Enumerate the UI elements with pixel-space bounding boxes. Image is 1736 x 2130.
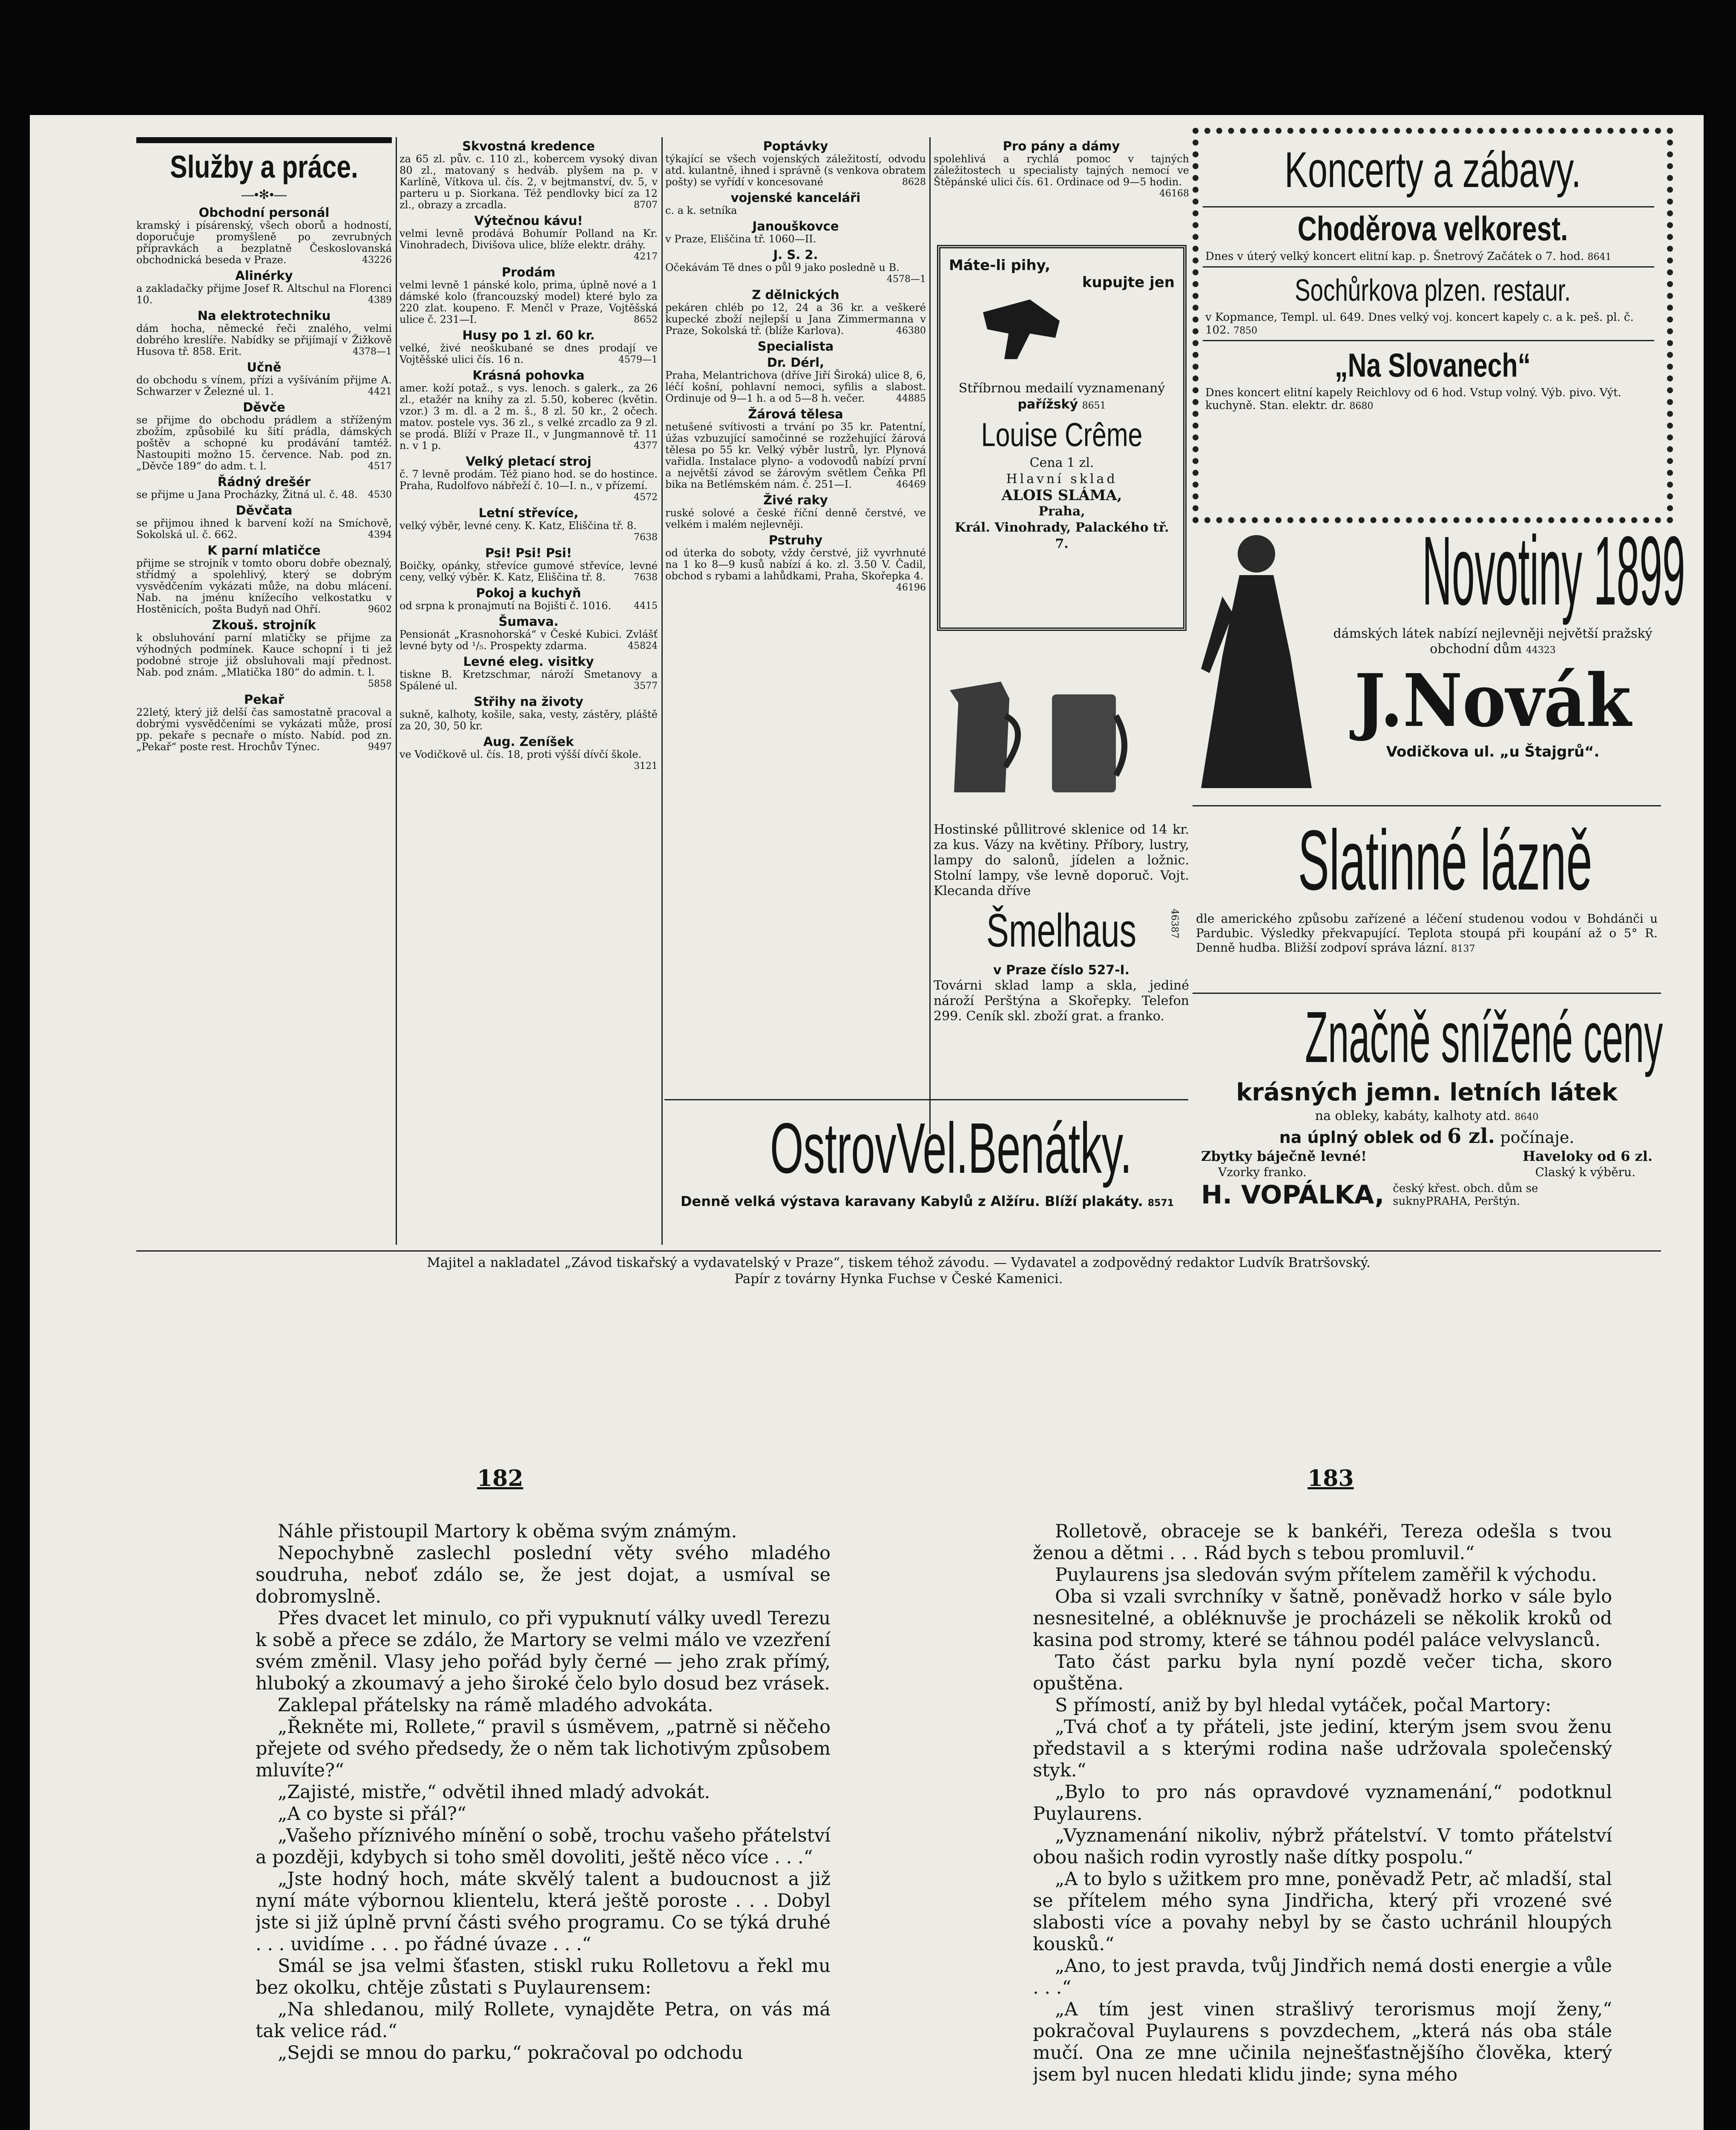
slatin-rule [1193,805,1661,806]
ad-heading: J. S. 2. [773,248,818,262]
ad-heading: Střihy na životy [474,694,583,709]
ad-heading: Z dělnických [752,288,839,302]
paragraph: Přes dvacet let minulo, co při vypuknutí války uvedl Terezu k sobě a přece se zdálo, že Martory se velmi málo ve vzezření svém změnil. Vlasy jeho pořád byly černé — jeho zrak přímý, hluboký a zkoumavý a jeho široké čelo bylo dosud bez vrásek. [256,1608,831,1694]
classified-ad [400,546,658,583]
classified-ad [136,268,392,306]
paragraph: Oba si vzali svrchníky v šatně, poněvadž horko v sále bylo nesnesitelné, a obléknuvše je procházeli se několik kroků od kasina pod stromy, které se táhnou podél paláce velvyslanců. [1033,1586,1612,1651]
ad-heading: Žárová tělesa [748,407,843,421]
ad-number: 4517 [368,461,392,472]
ad-heading: Alinérky [235,268,293,283]
col-men-women [934,137,1189,239]
vopalka: H. VOPÁLKA, [1201,1180,1385,1210]
ad-number: 4217 [634,251,658,262]
ad-heading: Učně [247,360,282,374]
ad-heading: Psi! Psi! Psi! [485,546,572,560]
classified-ad [400,213,658,262]
ostrov-number: 8571 [1147,1198,1174,1209]
page-number-left: 182 [477,1465,523,1491]
ad-number: 8707 [634,200,658,210]
paragraph: „Zajisté, mistře,“ odvětil ihned mladý advokát. [278,1782,710,1803]
story-right [1033,1521,1612,2130]
paragraph: Zaklepal přátelsky na rámě mladého advokáta. [278,1695,713,1716]
ad-heading: Pekař [244,692,285,707]
classified-ad [665,339,926,404]
rule-2 [661,137,663,1245]
vzorky: Vzorky franko. [1218,1165,1307,1179]
ad-body: se přijmou ihned k barvení koží na Smíchově, Sokolská ul. č. 662. [136,517,392,541]
page-number-right: 183 [1308,1465,1354,1491]
ad-body: č. 7 levně prodám. Též piano hod. se do hostince. Praha, Rudolfovo nábřeží č. 10—I. n., v přízemí. [400,468,658,492]
vopalka-text: český křest. obch. dům se suknyPRAHA, Perštýn. [1393,1182,1538,1208]
ad-body: velký výběr, levné ceny. K. Katz, Eliščina tř. 8. [400,520,637,532]
paragraph: Náhle přistoupil Martory k oběma svým známým. [278,1521,737,1542]
ad-number: 3121 [634,761,658,771]
paragraph: „A co byste si přál?“ [278,1803,466,1825]
choderova-title: Choděrova velkorest. [1297,210,1568,248]
ad-body: Očekávám Tě dnes o půl 9 jako posledně u B. [665,262,900,273]
ad-body: ve Vodičkově ul. čís. 18, proti výšší dívčí škole. [400,748,642,760]
vyber: Claský k výběru. [1535,1165,1635,1179]
ad-heading: Pro pány a dámy [1003,139,1120,153]
ad-number: 46469 [896,479,926,490]
ad-number: 44885 [896,393,926,404]
ad-heading: Řádný drešér [217,475,311,489]
ad-heading: Šumava. [498,614,559,629]
ad-heading: Děvčata [236,503,293,518]
beer-stein-icon [933,665,1133,805]
classified-ad [665,139,926,188]
ad-body: Praha, Melantrichova (dříve Jiří Široká) ulice 8, 6, léčí košní, pohlavní nemoci, syfilis a slabost. Ordinuje od 9—1 h. a od 5—8 h. večer. [665,369,926,404]
sochurkova-rule [1203,340,1654,341]
slatin-ad [1193,809,1661,988]
louise-sklad: Hlavní sklad [1006,472,1118,486]
louise-seller: ALOIS SLÁMA, [1001,487,1122,504]
ad-number: 45824 [628,641,658,651]
classified-ad [400,614,658,652]
paragraph: Puylaurens jsa sledován svým přítelem zaměřil k východu. [1055,1564,1597,1586]
col1-top-rule [136,137,392,143]
zbytky: Zbytky báječně levné! [1201,1148,1367,1164]
ad-number: 4530 [368,489,392,500]
paragraph: Nepochybně zaslechl poslední věty svého mladého soudruha, neboť zdálo se, že jest dojat, a usmíval se dobromyslně. [256,1543,831,1607]
ad-heading: Prodám [501,265,556,279]
ad-number: 5858 [368,679,392,689]
slatin-title: Slatinné lázně [1298,813,1592,908]
ostrov-title: OstrovVel.Benátky. [770,1108,1132,1188]
louise-city: Praha, [1038,504,1085,519]
ad-body: k obsluhování parní mlatičky se přijme za výhodných podmínek. Kauce schopní i ti jež podobné stroje již obsluhovali mají přednost. Nab. pod znám. „Mlatička 180“ do admin. t. l. [136,632,392,678]
sleva-rule [1193,993,1661,994]
sleva-title: Značně snížené ceny [1305,997,1663,1078]
ad-body: do obchodu s vínem, přízi a vyšíváním přijme A. Schwarzer v Železné ul. 1. [136,374,392,397]
ad-body: velmi levně prodává Bohumír Polland na Kr. Vinohradech, Divišova ulice, blíže elektr. dráhy. [400,227,658,251]
col2-ads [400,139,658,772]
ad-body: od úterka do soboty, vždy čerstvé, již vyvrhnuté na 1 ko 8—9 kusů nabízí á ko. zl. 3.50 V. Čadil, obchod s rybami a lahůdkami, Praha, Skořepka 4. [665,547,926,582]
paragraph: S přímostí, aniž by byl hledal vytáček, počal Martory: [1055,1695,1552,1716]
paragraph: „Na shledanou, milý Rollete, vynajděte Petra, on vás má tak velice rád.“ [256,1999,831,2042]
louise-q1: Máte-li pihy, [949,257,1050,274]
ad-number: 46196 [896,582,926,593]
ad-heading: Aug. Zeníšek [483,734,574,749]
classified-ad [136,475,392,501]
imprint-line1: Majitel a nakladatel „Závod tiskařský a vydavatelský v Praze“, tiskem téhož závodu. — Vydavatel a zodpovědný redaktor Ludvík Bratršovský. [427,1255,1371,1270]
classified-ad [400,328,658,366]
classified-ad [136,205,392,266]
sleva-ad [1193,997,1661,1248]
choderova-rule [1203,266,1654,268]
ostrov-sub: Denně velká výstava karavany Kabylů z Alžíru. Blíží plakáty. [680,1193,1143,1209]
louise-creme-ad [937,245,1187,631]
ad-heading: Výtečnou kávu! [474,213,583,228]
ad-heading: Pokoj a kuchyň [476,586,581,600]
ad-body: přijme se strojník v tomto oboru dobře obeznalý, střídmý a spolehlivý, který se dobrým vysvědčením vykázati může, na dobu mlácení. Nab. na jménu knížecího velkostatku v Hostěnicích, pošta Budyň nad Ohří. [136,557,392,615]
col1-ads [136,205,392,753]
classified-ad [400,368,658,452]
classified-ad [136,360,392,397]
ad-body: sukně, kalhoty, košile, saka, vesty, zástěry, pláště za 20, 30, 50 kr. [400,708,658,732]
louise-medal: Stříbrnou medailí vyznamenaný [958,381,1165,396]
novotiny-title: Novotiny 1899 [1422,516,1685,625]
slovanech-number: 8680 [1349,401,1374,412]
classified-ad [136,618,392,690]
ad-heading: K parní mlatičce [207,543,321,558]
col3-ads [665,139,926,593]
ad-number: 3577 [634,681,658,691]
sleva-line1: na obleky, kabáty, kalhoty atd. [1315,1108,1511,1123]
ad-number: 7638 [634,532,658,543]
slatin-text: dle amerického způsobu zařízené a léčení studenou vodou v Bohdánči u Pardubic. Výsledky překvapující. Teplota stoupá při koupání až o 5° R. Denně hudba. Bližší zodpoví správa lázní. [1196,912,1658,955]
ad-number: 8628 [902,177,926,187]
paragraph: Rolletově, obraceje se k bankéři, Tereza odešla s tvou ženou a dětmi . . . Rád bych s tebou promluvil.“ [1033,1521,1612,1564]
imprint [136,1255,1661,1287]
ad-number: 46380 [896,325,926,336]
concerts-title: Koncerty a zábavy. [1284,142,1581,198]
ad-heading: vojenské kanceláři [730,190,861,205]
classified-ad [136,308,392,357]
ad-body: kramský i písárenský, všech oborů a hodností, doporučuje promyšleně po zevrubných přípravkách a bezplatně Českoslovanská obchodnická beseda v Praze. [136,219,392,266]
classified-ad [665,288,926,337]
paragraph: „A to bylo s užitkem pro mne, poněvadž Petr, ač mladší, stal se přítelem mého syna Jindřicha, který při vrozené své slabosti více a povahy nebyl by se často uchránil hloupých kousků.“ [1033,1868,1612,1955]
ad-number: 4394 [368,530,392,540]
novotiny-text: dámských látek nabízí nejlevněji největší pražský obchodní dům [1333,626,1653,656]
ad-body: pekáren chléb po 12, 24 a 36 kr. a veškeré kupecké zboží nejlepší u Jana Zimmermanna v Praze, Sokolská tř. (blíže Karlova). [665,302,926,337]
classified-ad [400,734,658,772]
smelhaus-addr: v Praze číslo 527-I. [993,963,1130,978]
ad-body: se přijme u Jana Procházky, Žitná ul. č. 48. [136,489,358,501]
col-services [136,147,392,1246]
ad-name: Dr. Dérl, [767,355,825,370]
ad-body: c. a k. setníka [665,204,737,216]
classified-ad [400,265,658,325]
paragraph: „A tím jest vinen strašlivý terorismus mojí ženy,“ pokračoval Puylaurens s povzdechem, „která nás oba stále mučí. Ona ze mne učinila nejnešťastnějšího člověka, který jsem byl nucen hledati klidu jinde; syna mého [1033,1999,1612,2085]
ad-number: 9602 [368,604,392,615]
ad-body: ruské solové a české říční denně čerstvé, ve velkém i malém nejlevněji. [665,507,926,530]
novotiny-ad [1325,515,1685,780]
ad-number: 43226 [362,255,392,265]
paragraph: „Vyznamenání nikoliv, nýbrž přátelství. V tomto přátelství obou našich rodin vyrostly naše dítky pospolu.“ [1033,1825,1612,1868]
ad-heading: Živé raky [763,493,828,507]
classified-ad [665,248,926,285]
classified-ad [665,219,926,245]
sleva-sub: krásných jemn. letních látek [1236,1079,1618,1106]
ad-heading: Specialista [757,339,834,354]
paragraph: „Tvá choť a ty přáteli, jste jediní, kterým jsem svou ženu představil a s kterými rodina naše udržovala společenský styk.“ [1033,1716,1612,1781]
classified-ad [934,139,1189,199]
ad-heading: Husy po 1 zl. 60 kr. [462,328,595,343]
story-left-paragraphs [256,1521,831,2064]
ad-body: dám hocha, německé řeči znalého, velmi dobrého kreslíře. Nabídky se přijímají v Žižkově Husova tř. 858. Erit. [136,322,392,357]
ad-body: velké, živé neoškubané se dnes prodají ve Vojtěšské ulici čís. 16 n. [400,342,658,366]
smelhaus-side: 46387 [1169,909,1180,938]
smelhaus-body: Hostinské půllitrové sklenice od 14 kr. za kus. Vázy na květiny. Příbory, lustry, lampy do salonů, jídelen a ložnic. Stolní lampy, vše levně doporuč. Vojt. Klecanda dříve [934,822,1189,898]
ad-number: 9497 [368,742,392,752]
novak-address: Vodičkova ul. „u Štajgrů“. [1386,743,1600,760]
classified-ad [665,407,926,490]
slovanech-text: Dnes koncert elitní kapely Reichlovy od 6 hod. Vstup volný. Výb. pivo. Výt. kuchyně. Stan. elektr. dr. [1205,386,1621,412]
novotiny-number: 44323 [1526,645,1556,656]
ad-body: a zakladačky přijme Josef R. Altschul na Florenci 10. [136,282,392,306]
glove-icon [979,295,1064,363]
classified-ad [136,400,392,472]
classified-ad [400,654,658,692]
col-misc [665,137,926,1247]
ad-body: Pensionát „Krasnohorská“ v České Kubici. Zvlášť levné byty od ¹/₅. Prospekty zdarma. [400,628,658,652]
concerts-box [1193,128,1673,523]
ad-body: Boičky, opánky, střevíce gumové střevíce, levné ceny, velký výběr. K. Katz, Eliščina tř. 8. [400,560,658,583]
paragraph: „Řekněte mi, Rollete,“ pravil s úsměvem, „patrně si něčeho přejete od svého předsedy, že o něm tak lichotivým způsobem mluvíte?“ [256,1716,831,1781]
ad-body: od srpna k pronajmutí na Bojišti č. 1016. [400,600,612,612]
ad-heading: Děvče [243,400,285,414]
classified-ad [665,190,926,216]
ad-number: 8652 [634,314,658,325]
paragraph: „Ano, to jest pravda, tvůj Jindřich nemá dosti energie a vůle . . .“ [1033,1955,1612,1998]
services-title: Služby a práce. [170,149,358,184]
ad-number: 4389 [368,295,392,305]
ad-body: netušené svítivosti a trvání po 35 kr. Patentní, úžas vzbuzující samočinné se rozžehující žárová tělesa po 55 kr. Velký výběr lustrů, lyr. Plynová vařidla. Instalace plyno- a vodovodů nabízí první a největší závod se žárovým světlem Čeňka Pfl bika na Betlémském nám. č. 251—I. [665,421,926,490]
choderova-number: 8641 [1587,252,1612,262]
classified-ad [400,139,658,211]
ad-number: 4377 [634,440,658,451]
story-left [256,1521,831,2130]
louise-product: Louise Crême [981,416,1143,453]
louise-paris: pařížský [1017,397,1078,412]
slatin-number: 8137 [1451,944,1475,954]
classified-ad [400,454,658,503]
ad-heading: Krásná pohovka [472,368,585,383]
ad-number: 4572 [634,492,658,503]
smelhaus-text2: Továrni sklad lamp a skla, jediné nároží Perštýna a Skořepky. Telefon 299. Ceník skl. zboží grat. a franko. [934,978,1189,1024]
imprint-line2: Papír z továrny Hynka Fuchse v České Kamenici. [734,1271,1063,1287]
ad-heading: Zkouš. strojník [212,618,316,632]
col-sales [400,137,658,1247]
smelhaus-name: Šmelhaus [986,904,1137,957]
havelok: Haveloky od 6 zl. [1522,1148,1653,1164]
ad-heading: Levné eleg. visitky [463,654,594,669]
ad-heading: Janouškovce [752,219,839,233]
classified-ad [400,586,658,612]
rule-1 [396,137,397,1245]
classified-ad [136,692,392,753]
classified-ad [400,694,658,732]
choderova-text: Dnes v úterý velký koncert elitní kap. p. Šnetrový Začátek o 7. hod. [1205,250,1584,263]
paragraph: „Bylo to pro nás opravdové vyznamenání,“ podotknul Puylaurens. [1033,1782,1612,1825]
sochurkova-text: v Kopmance, Templ. ul. 649. Dnes velký voj. koncert kapely c. a k. peš. pl. č. 102. [1205,311,1634,337]
sleva-line2a: na úplný oblek od [1279,1128,1442,1147]
ad-number: 4421 [368,386,392,397]
paragraph: Tato část parku byla nyní pozdě večer ticha, skoro opuštěna. [1033,1651,1612,1694]
classified-ad [136,503,392,541]
louise-price: Cena 1 zl. [1029,455,1094,470]
sleva-line2b: počínaje. [1500,1128,1575,1147]
ad-body: spolehlivá a rychlá pomoc v tajných záležitostech u specialisty tajných nemocí ve Štěpánské ulici čís. 61. Ordinace od 9—5 hodin. [934,153,1189,188]
ad-heading: Obchodní personál [198,205,330,220]
ad-number: 4579—1 [618,354,658,365]
novak-title: J.Novák [1354,658,1631,743]
ad-body: se přijme do obchodu prádlem a stříženým zbožím, způsobilé ku šití prádla, dámských poštěv a schopné ku prodávání tamtéž. Nastoupiti možno 15. července. Nab. pod zn. „Děvče 189“ do adm. t. l. [136,414,392,472]
imprint-rule [136,1250,1661,1252]
ad-body: za 65 zl. pův. c. 110 zl., kobercem vysoký divan 80 zl., matovaný s hedváb. plyšem na p. v Karlíně, Vítkova ul. čís. 2, v bejtmanství, dv. 5, v parteru u p. Siorkana. Též pendlovky bicí za 12 zl., obrazy a zrcadla. [400,153,658,211]
ad-heading: Poptávky [763,139,828,153]
louise-q2: kupujte jen [1082,274,1175,291]
story-right-paragraphs [1033,1521,1612,2086]
classified-ad [665,493,926,530]
col4-ads [934,139,1189,199]
paragraph: Smál se jsa velmi šťasten, stiskl ruku Rolletovu a řekl mu bez okolku, chtěje zůstati s Puylaurensem: [256,1955,831,1998]
paragraph: „Jste hodný hoch, máte skvělý talent a budoucnost a již nyní máte výbornou klientelu, která ještě poroste . . . Dobyl jste si již úplně první části svého programu. Co se týká druhé . . . uvidíme . . . po řádné úvaze . . .“ [256,1868,831,1955]
paragraph: „Sejdi se mnou do parku,“ pokračoval po odchodu [278,2042,743,2064]
ad-number: 4378—1 [353,346,392,357]
paragraph: „Vašeho příznivého mínění o sobě, trochu vašeho přátelství a později, kdybych si toho směl dovoliti, ještě něco více . . .“ [256,1825,831,1868]
classified-ad [400,506,658,543]
ad-body: velmi levně 1 pánské kolo, prima, úplně nové a 1 dámské kolo (francouzský model) které bylo za 220 zlat. koupeno. F. Menčl v Praze, Vojtěšská ulice č. 231—I. [400,279,658,325]
ad-number: 4578—1 [887,274,926,285]
ad-body: 22letý, který již delší čas samostatně pracoval a dobrými vysvědčeními se vykázati může, prosí pp. pekaře s pecnaře o místo. Nabíd. pod zn. „Pekař“ poste rest. Hrochův Týnec. [136,706,392,753]
ad-body: amer. koží potaž., s vys. lenoch. s galerk., za 26 zl., etažér na knihy za zl. 5.50, koberec (květin. vzor.) 3 m. dl. a 2 m. š., 8 zl. 50 kr., 2 očech. matov. postele vys. 36 zl., s velké zrcadlo za 9 zl. se prodá. Blíží v Praze II., v Jungmannově tř. 11 n. v 1 p. [400,382,658,452]
ad-body: v Praze, Eliščina tř. 1060—II. [665,233,816,245]
slovanech-title: „Na Slovanech“ [1335,346,1531,384]
smelhaus-ad [934,822,1189,1142]
ostrov-ad [665,1103,1189,1244]
louise-addr: Král. Vinohrady, Palackého tř. 7. [954,520,1169,551]
ad-number: 46168 [1159,188,1189,199]
sochurkova-title: Sochůrkova plzen. restaur. [1295,273,1571,308]
ad-number: 7638 [634,572,658,583]
ad-heading: Skvostná kredence [462,139,595,153]
sleva-price: 6 zl. [1447,1124,1495,1148]
ornament: —•✻•— [241,188,287,202]
ad-heading: Letní střevíce, [478,506,579,520]
ad-number: 4415 [634,601,658,611]
sochurkova-number: 7850 [1233,325,1258,336]
classified-ad [136,543,392,615]
ad-body: týkající se všech vojenských záležitostí, odvodu atd. kulantně, ihned i správně (s venkova obratem pošty) se vyřídí v koncesované [665,153,926,188]
ad-body: tiskne B. Kretzschmar, nároží Smetanovy a Spálené ul. [400,668,658,692]
ad-heading: Velký pletací stroj [466,454,592,469]
lady-illustration [1193,528,1320,792]
sleva-number: 8640 [1515,1112,1539,1123]
louise-number: 8651 [1082,400,1106,411]
ostrov-top-rule [664,1099,1188,1100]
ad-heading: Na elektrotechniku [197,308,331,323]
ad-heading: Pstruhy [768,533,823,547]
classified-ad [665,533,926,593]
rule-3 [929,137,931,1134]
